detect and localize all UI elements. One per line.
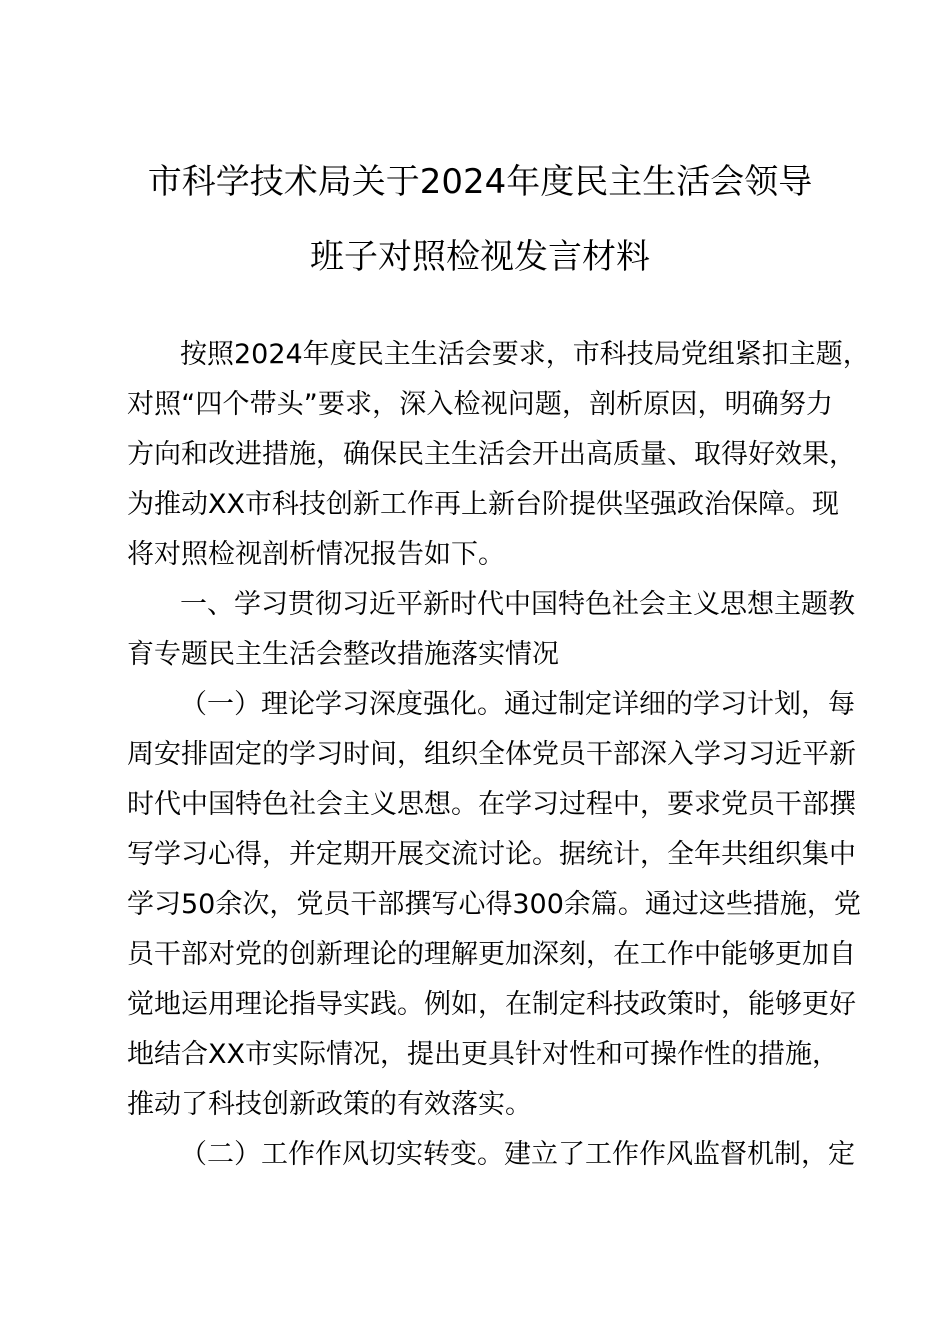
- body-line-4: 为推动XX市科技创新工作再上新台阶提供坚强政治保障。现: [127, 489, 839, 520]
- body-line-15: 地结合XX市实际情况，提出更具针对性和可操作性的措施，: [127, 1039, 839, 1070]
- body-line-8: （一）理论学习深度强化。通过制定详细的学习计划，每: [180, 689, 855, 720]
- body-line-11: 写学习心得，并定期开展交流讨论。据统计，全年共组织集中: [127, 839, 856, 870]
- body-line-17: （二）工作作风切实转变。建立了工作作风监督机制，定: [180, 1139, 855, 1170]
- section-heading-1-line-2: 育专题民主生活会整改措施落实情况: [127, 639, 559, 670]
- body-line-9: 周安排固定的学习时间，组织全体党员干部深入学习习近平新: [127, 739, 856, 770]
- body-line-12: 学习50余次，党员干部撰写心得300余篇。通过这些措施，党: [127, 889, 861, 920]
- body-line-16: 推动了科技创新政策的有效落实。: [127, 1089, 532, 1120]
- body-line-2: 对照“四个带头”要求，深入检视问题，剖析原因，明确努力: [127, 389, 833, 420]
- body-line-5: 将对照检视剖析情况报告如下。: [127, 539, 505, 570]
- section-heading-1-line-1: 一、学习贯彻习近平新时代中国特色社会主义思想主题教: [180, 589, 855, 620]
- document-title-line-2: 班子对照检视发言材料: [310, 237, 650, 277]
- body-line-14: 觉地运用理论指导实践。例如，在制定科技政策时，能够更好: [127, 989, 856, 1020]
- body-line-1: 按照2024年度民主生活会要求，市科技局党组紧扣主题，: [180, 339, 870, 370]
- body-line-3: 方向和改进措施，确保民主生活会开出高质量、取得好效果，: [127, 439, 856, 470]
- body-line-13: 员干部对党的创新理论的理解更加深刻，在工作中能够更加自: [127, 939, 856, 970]
- body-line-10: 时代中国特色社会主义思想。在学习过程中，要求党员干部撰: [127, 789, 856, 820]
- document-title-line-1: 市科学技术局关于2024年度民主生活会领导: [147, 162, 813, 202]
